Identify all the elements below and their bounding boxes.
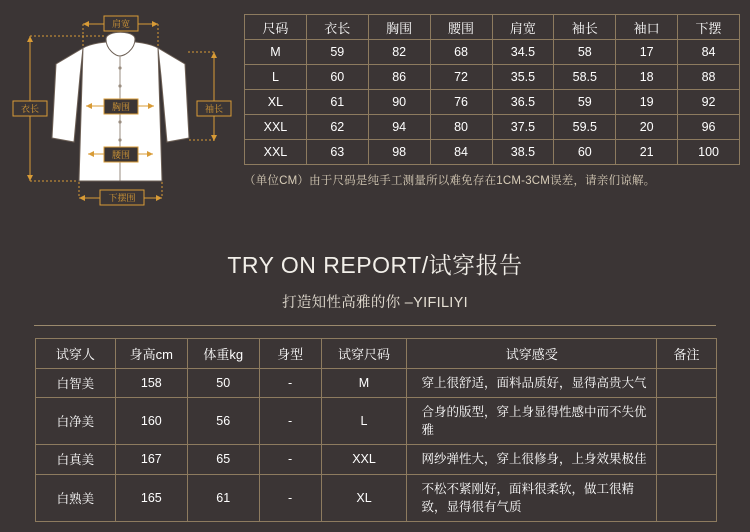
size-cell: 61: [306, 90, 368, 115]
size-cell: 80: [430, 115, 492, 140]
report-header-cell: 身高cm: [115, 339, 187, 369]
report-size: XXL: [321, 445, 407, 474]
table-row: [36, 445, 717, 474]
report-header-cell: 试穿感受: [407, 339, 657, 369]
size-header-cell: 下摆: [678, 15, 740, 40]
banner-title: TRY ON REPORT/试穿报告: [227, 252, 523, 278]
size-cell: 88: [678, 65, 740, 90]
size-table: [244, 14, 740, 165]
size-cell: 84: [430, 140, 492, 165]
report-person: 白净美: [36, 398, 116, 445]
label-bust: 胸围: [111, 102, 131, 112]
size-cell: 58.5: [554, 65, 616, 90]
report-note: [657, 369, 717, 398]
report-weight: 50: [187, 369, 259, 398]
size-cell: 59: [554, 90, 616, 115]
size-cell: 60: [306, 65, 368, 90]
size-header-cell: 腰围: [430, 15, 492, 40]
size-cell: 59: [306, 40, 368, 65]
size-cell: XL: [245, 90, 307, 115]
report-size: XL: [321, 474, 407, 521]
size-cell: 34.5: [492, 40, 554, 65]
size-cell: 82: [368, 40, 430, 65]
size-header-cell: 袖口: [616, 15, 678, 40]
report-weight: 56: [187, 398, 259, 445]
table-row: [245, 115, 740, 140]
size-cell: 36.5: [492, 90, 554, 115]
size-cell: M: [245, 40, 307, 65]
try-on-banner: [0, 225, 750, 320]
size-header-cell: 肩宽: [492, 15, 554, 40]
label-length: 衣长: [20, 104, 40, 114]
size-cell: 72: [430, 65, 492, 90]
size-cell: 100: [678, 140, 740, 165]
label-shoulder: 肩宽: [111, 19, 131, 29]
report-note: [657, 398, 717, 445]
label-waist: 腰围: [111, 150, 131, 160]
size-cell: 38.5: [492, 140, 554, 165]
size-cell: 84: [678, 40, 740, 65]
report-shape: -: [259, 369, 321, 398]
report-feel: 不松不紧刚好，面料很柔软，做工很精致，显得很有气质: [407, 474, 657, 521]
report-weight: 61: [187, 474, 259, 521]
size-section: [0, 0, 750, 222]
garment-diagram: [8, 6, 240, 214]
report-person: 白智美: [36, 369, 116, 398]
size-cell: 98: [368, 140, 430, 165]
size-cell: 92: [678, 90, 740, 115]
report-size: L: [321, 398, 407, 445]
label-hem: 下摆围: [108, 193, 136, 203]
banner-subtitle: 打造知性高雅的你 –YIFILIYI: [282, 295, 468, 311]
try-on-report-table: [35, 338, 717, 522]
size-cell: 35.5: [492, 65, 554, 90]
size-cell: 62: [306, 115, 368, 140]
size-cell: L: [245, 65, 307, 90]
report-header-cell: 试穿人: [36, 339, 116, 369]
size-cell: 68: [430, 40, 492, 65]
size-cell: 20: [616, 115, 678, 140]
report-height: 158: [115, 369, 187, 398]
size-table-header-row: [245, 15, 740, 40]
report-shape: -: [259, 398, 321, 445]
report-header-cell: 身型: [259, 339, 321, 369]
report-feel: 网纱弹性大，穿上很修身，上身效果极佳: [407, 445, 657, 474]
report-person: 白熟美: [36, 474, 116, 521]
size-cell: 94: [368, 115, 430, 140]
size-cell: XXL: [245, 115, 307, 140]
size-header-cell: 袖长: [554, 15, 616, 40]
size-cell: 60: [554, 140, 616, 165]
size-cell: 18: [616, 65, 678, 90]
size-cell: 58: [554, 40, 616, 65]
table-row: [245, 90, 740, 115]
report-shape: -: [259, 445, 321, 474]
report-header-cell: 备注: [657, 339, 717, 369]
divider: [34, 325, 716, 326]
size-cell: 76: [430, 90, 492, 115]
try-on-report-container: [35, 338, 717, 522]
size-cell: 90: [368, 90, 430, 115]
label-sleeve: 袖长: [204, 104, 224, 114]
size-header-cell: 胸围: [368, 15, 430, 40]
size-cell: XXL: [245, 140, 307, 165]
table-row: [36, 474, 717, 521]
report-header-cell: 试穿尺码: [321, 339, 407, 369]
report-size: M: [321, 369, 407, 398]
size-cell: 19: [616, 90, 678, 115]
table-row: [245, 65, 740, 90]
measurement-note: （单位CM）由于尺码是纯手工测量所以难免存在1CM-3CM误差，请亲们谅解。: [244, 175, 656, 187]
size-cell: 37.5: [492, 115, 554, 140]
size-header-cell: 尺码: [245, 15, 307, 40]
size-cell: 86: [368, 65, 430, 90]
size-cell: 21: [616, 140, 678, 165]
report-weight: 65: [187, 445, 259, 474]
table-row: [245, 140, 740, 165]
table-row: [36, 398, 717, 445]
report-person: 白真美: [36, 445, 116, 474]
report-header-cell: 体重kg: [187, 339, 259, 369]
size-cell: 59.5: [554, 115, 616, 140]
report-header-row: [36, 339, 717, 369]
report-shape: -: [259, 474, 321, 521]
size-cell: 96: [678, 115, 740, 140]
report-note: [657, 445, 717, 474]
report-height: 160: [115, 398, 187, 445]
report-feel: 穿上很舒适，面料品质好，显得高贵大气: [407, 369, 657, 398]
table-row: [36, 369, 717, 398]
report-height: 167: [115, 445, 187, 474]
report-note: [657, 474, 717, 521]
size-cell: 63: [306, 140, 368, 165]
size-cell: 17: [616, 40, 678, 65]
report-height: 165: [115, 474, 187, 521]
size-header-cell: 衣长: [306, 15, 368, 40]
table-row: [245, 40, 740, 65]
size-table-container: [244, 14, 740, 188]
report-feel: 合身的版型，穿上身显得性感中而不失优雅: [407, 398, 657, 445]
